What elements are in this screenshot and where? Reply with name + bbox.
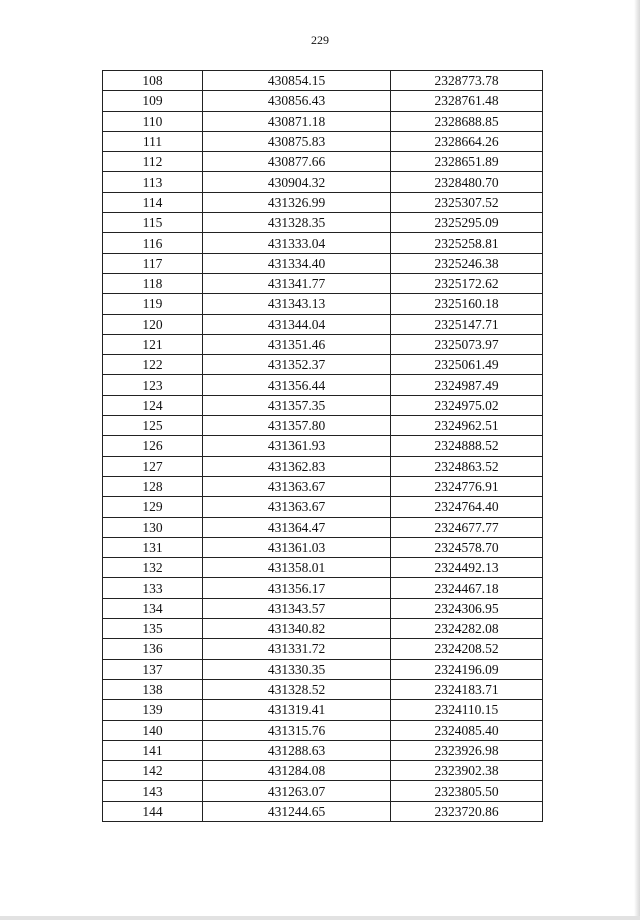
x-coordinate-cell: 431351.46 [203,334,391,354]
point-number-cell: 131 [103,537,203,557]
point-number-cell: 130 [103,517,203,537]
table-row [103,334,543,354]
table-row [103,294,543,314]
y-coordinate-cell: 2324776.91 [391,476,543,496]
y-coordinate-cell: 2324492.13 [391,558,543,578]
point-number-cell: 119 [103,294,203,314]
table-row [103,233,543,253]
x-coordinate-cell: 431333.04 [203,233,391,253]
scan-bottom-edge [0,916,640,920]
x-coordinate-cell: 431244.65 [203,801,391,821]
point-number-cell: 139 [103,700,203,720]
y-coordinate-cell: 2325160.18 [391,294,543,314]
y-coordinate-cell: 2323902.38 [391,761,543,781]
table-row [103,71,543,91]
y-coordinate-cell: 2324467.18 [391,578,543,598]
coordinate-table [102,70,543,822]
y-coordinate-cell: 2324987.49 [391,375,543,395]
point-number-cell: 109 [103,91,203,111]
x-coordinate-cell: 431315.76 [203,720,391,740]
y-coordinate-cell: 2325073.97 [391,334,543,354]
x-coordinate-cell: 431331.72 [203,639,391,659]
table-row [103,192,543,212]
table-row [103,131,543,151]
table-row [103,659,543,679]
x-coordinate-cell: 431357.80 [203,416,391,436]
table-row [103,476,543,496]
table-row [103,355,543,375]
x-coordinate-cell: 430877.66 [203,152,391,172]
y-coordinate-cell: 2324208.52 [391,639,543,659]
y-coordinate-cell: 2324196.09 [391,659,543,679]
y-coordinate-cell: 2325061.49 [391,355,543,375]
x-coordinate-cell: 431334.40 [203,253,391,273]
table-row [103,375,543,395]
x-coordinate-cell: 431343.13 [203,294,391,314]
point-number-cell: 127 [103,456,203,476]
x-coordinate-cell: 430856.43 [203,91,391,111]
table-row [103,598,543,618]
y-coordinate-cell: 2325307.52 [391,192,543,212]
table-row [103,314,543,334]
point-number-cell: 134 [103,598,203,618]
point-number-cell: 125 [103,416,203,436]
point-number-cell: 112 [103,152,203,172]
x-coordinate-cell: 431328.35 [203,213,391,233]
table-row [103,679,543,699]
x-coordinate-cell: 431328.52 [203,679,391,699]
y-coordinate-cell: 2323926.98 [391,740,543,760]
table-row [103,740,543,760]
table-row [103,781,543,801]
point-number-cell: 126 [103,436,203,456]
table-row [103,91,543,111]
point-number-cell: 143 [103,781,203,801]
x-coordinate-cell: 431352.37 [203,355,391,375]
y-coordinate-cell: 2324183.71 [391,679,543,699]
x-coordinate-cell: 431284.08 [203,761,391,781]
x-coordinate-cell: 431357.35 [203,395,391,415]
table-row [103,152,543,172]
point-number-cell: 118 [103,273,203,293]
point-number-cell: 115 [103,213,203,233]
table-row [103,517,543,537]
y-coordinate-cell: 2324085.40 [391,720,543,740]
x-coordinate-cell: 431340.82 [203,619,391,639]
point-number-cell: 129 [103,497,203,517]
y-coordinate-cell: 2328480.70 [391,172,543,192]
point-number-cell: 117 [103,253,203,273]
point-number-cell: 108 [103,71,203,91]
y-coordinate-cell: 2324282.08 [391,619,543,639]
point-number-cell: 128 [103,476,203,496]
point-number-cell: 133 [103,578,203,598]
table-row [103,497,543,517]
table-row [103,619,543,639]
table-row [103,416,543,436]
table-row [103,578,543,598]
y-coordinate-cell: 2324888.52 [391,436,543,456]
x-coordinate-cell: 431361.93 [203,436,391,456]
table-row [103,111,543,131]
x-coordinate-cell: 430871.18 [203,111,391,131]
y-coordinate-cell: 2323720.86 [391,801,543,821]
point-number-cell: 114 [103,192,203,212]
point-number-cell: 124 [103,395,203,415]
y-coordinate-cell: 2325295.09 [391,213,543,233]
y-coordinate-cell: 2324975.02 [391,395,543,415]
y-coordinate-cell: 2324962.51 [391,416,543,436]
y-coordinate-cell: 2324578.70 [391,537,543,557]
table-row [103,720,543,740]
point-number-cell: 116 [103,233,203,253]
x-coordinate-cell: 431358.01 [203,558,391,578]
x-coordinate-cell: 431330.35 [203,659,391,679]
table-row [103,395,543,415]
table-row [103,537,543,557]
table-row [103,253,543,273]
y-coordinate-cell: 2325258.81 [391,233,543,253]
y-coordinate-cell: 2324764.40 [391,497,543,517]
point-number-cell: 113 [103,172,203,192]
table-row [103,172,543,192]
y-coordinate-cell: 2323805.50 [391,781,543,801]
x-coordinate-cell: 431263.07 [203,781,391,801]
x-coordinate-cell: 430854.15 [203,71,391,91]
x-coordinate-cell: 430875.83 [203,131,391,151]
point-number-cell: 111 [103,131,203,151]
x-coordinate-cell: 431341.77 [203,273,391,293]
y-coordinate-cell: 2328761.48 [391,91,543,111]
x-coordinate-cell: 431361.03 [203,537,391,557]
x-coordinate-cell: 430904.32 [203,172,391,192]
y-coordinate-cell: 2324110.15 [391,700,543,720]
point-number-cell: 144 [103,801,203,821]
y-coordinate-cell: 2325246.38 [391,253,543,273]
y-coordinate-cell: 2328664.26 [391,131,543,151]
point-number-cell: 141 [103,740,203,760]
y-coordinate-cell: 2324863.52 [391,456,543,476]
point-number-cell: 122 [103,355,203,375]
x-coordinate-cell: 431288.63 [203,740,391,760]
table-row [103,639,543,659]
table-row [103,273,543,293]
table-row [103,761,543,781]
y-coordinate-cell: 2328773.78 [391,71,543,91]
point-number-cell: 121 [103,334,203,354]
point-number-cell: 136 [103,639,203,659]
x-coordinate-cell: 431364.47 [203,517,391,537]
point-number-cell: 123 [103,375,203,395]
x-coordinate-cell: 431356.44 [203,375,391,395]
x-coordinate-cell: 431343.57 [203,598,391,618]
point-number-cell: 142 [103,761,203,781]
table-row [103,801,543,821]
point-number-cell: 138 [103,679,203,699]
x-coordinate-cell: 431344.04 [203,314,391,334]
point-number-cell: 110 [103,111,203,131]
point-number-cell: 132 [103,558,203,578]
y-coordinate-cell: 2325172.62 [391,273,543,293]
table-row [103,456,543,476]
x-coordinate-cell: 431356.17 [203,578,391,598]
scan-edge-shadow [634,0,640,920]
y-coordinate-cell: 2328651.89 [391,152,543,172]
table-row [103,558,543,578]
x-coordinate-cell: 431363.67 [203,476,391,496]
x-coordinate-cell: 431362.83 [203,456,391,476]
point-number-cell: 135 [103,619,203,639]
point-number-cell: 120 [103,314,203,334]
x-coordinate-cell: 431319.41 [203,700,391,720]
table-row [103,213,543,233]
table-row [103,700,543,720]
x-coordinate-cell: 431326.99 [203,192,391,212]
y-coordinate-cell: 2325147.71 [391,314,543,334]
x-coordinate-cell: 431363.67 [203,497,391,517]
y-coordinate-cell: 2328688.85 [391,111,543,131]
y-coordinate-cell: 2324677.77 [391,517,543,537]
table-row [103,436,543,456]
point-number-cell: 140 [103,720,203,740]
page-number: 229 [311,33,329,47]
point-number-cell: 137 [103,659,203,679]
coordinate-table-body [103,71,543,822]
y-coordinate-cell: 2324306.95 [391,598,543,618]
